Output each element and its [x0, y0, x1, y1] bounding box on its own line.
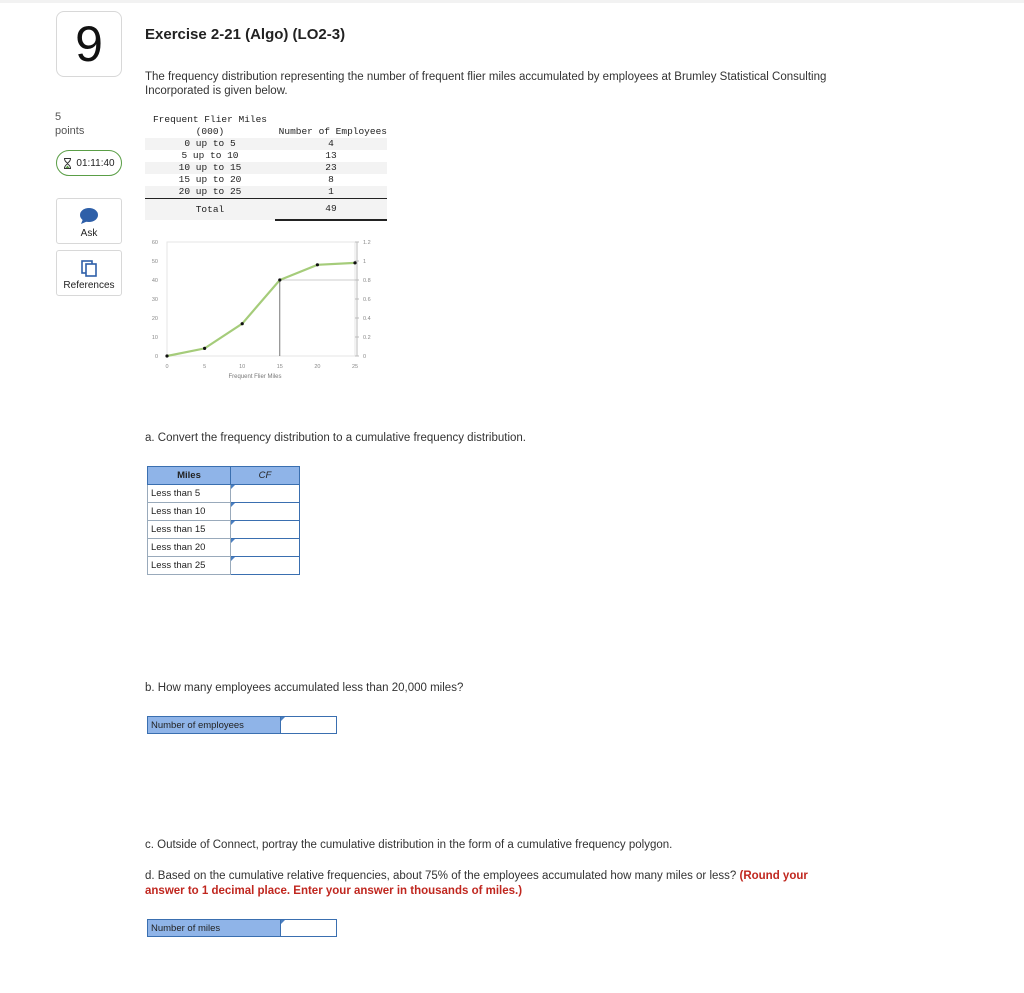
freq-range: 15 up to 20: [178, 174, 242, 185]
y-left-tick-label: 40: [151, 278, 158, 284]
plot-frame: [167, 242, 355, 356]
cf-row: [148, 485, 300, 503]
x-tick-label: 10: [239, 364, 246, 370]
input-flag-icon: [231, 485, 235, 489]
input-flag-icon: [231, 539, 235, 543]
data-point: [316, 263, 319, 266]
cf-input-less-than-10[interactable]: [231, 503, 299, 520]
y-left-tick-label: 50: [151, 259, 158, 265]
y-right-tick-label: 1: [363, 259, 367, 265]
y-left-tick-label: 20: [151, 316, 158, 322]
input-flag-icon: [281, 920, 285, 924]
cf-input-less-than-25[interactable]: [231, 557, 299, 574]
references-label: References: [63, 280, 115, 291]
cf-row-label: Less than 25: [148, 557, 231, 575]
data-point: [241, 322, 244, 325]
y-right-tick-label: 1.2: [363, 240, 371, 246]
y-left-tick-label: 0: [154, 354, 158, 360]
chat-bubble-icon: [79, 207, 99, 225]
data-point: [353, 261, 356, 264]
y-right-tick-label: 0.2: [363, 335, 371, 341]
freq-count: 1: [275, 186, 387, 199]
cf-input-less-than-15[interactable]: [231, 521, 299, 538]
number-of-employees-label: Number of employees: [147, 716, 281, 734]
freq-row: [145, 186, 387, 199]
y-right-tick-label: 0: [363, 354, 367, 360]
freq-total-label: Total: [195, 203, 225, 215]
data-point: [278, 278, 281, 281]
part-d-instruction-b: answer to 1 decimal place. Enter your answer in thousands of miles.): [145, 885, 523, 897]
x-tick-label: 15: [276, 364, 283, 370]
intro-line-2: Incorporated is given below.: [145, 85, 288, 97]
points-label: points: [55, 125, 85, 137]
cf-input-cell: [231, 485, 300, 503]
number-of-miles-label: Number of miles: [147, 919, 281, 937]
freq-col1-subheader: (000): [195, 126, 225, 137]
part-c-text: c. Outside of Connect, portray the cumulative distribution in the form of a cumulative frequency polygon.: [145, 839, 673, 851]
cf-row: [148, 521, 300, 539]
cf-col2-header: CF: [231, 467, 300, 485]
cf-input-cell: [231, 557, 300, 575]
cumulative-series-line: [167, 263, 355, 356]
question-number-text: 9: [75, 16, 103, 72]
cf-input-cell: [231, 521, 300, 539]
freq-range: 20 up to 25: [145, 186, 275, 199]
part-d-question: d. Based on the cumulative relative frequencies, about 75% of the employees accumulated how many miles or less?: [145, 870, 737, 882]
intro-line-1: The frequency distribution representing the number of frequent flier miles accumulated by employees at Brumley Statistical Consulting: [145, 71, 827, 83]
cf-row-label: Less than 20: [148, 539, 231, 557]
x-tick-label: 0: [165, 364, 169, 370]
question-number: [56, 11, 122, 77]
cf-row-label: Less than 10: [148, 503, 231, 521]
data-point: [203, 347, 206, 350]
answer-cell: [281, 716, 337, 734]
y-left-tick-label: 30: [151, 297, 158, 303]
x-tick-label: 20: [314, 364, 321, 370]
cf-col1-header: Miles: [148, 467, 231, 485]
cf-row: [148, 557, 300, 575]
x-tick-label: 25: [351, 364, 359, 370]
y-right-tick-label: 0.6: [363, 297, 371, 303]
y-right-tick-label: 0.4: [363, 316, 371, 322]
y-right-tick-label: 0.8: [363, 278, 371, 284]
freq-row: [145, 150, 387, 162]
references-button[interactable]: [56, 250, 122, 296]
cumulative-frequency-chart: [145, 232, 385, 382]
frequency-table: [145, 114, 387, 221]
cf-input-less-than-20[interactable]: [231, 539, 299, 556]
x-tick-label: 5: [203, 364, 207, 370]
y-left-tick-label: 60: [151, 240, 158, 246]
x-axis-label: Frequent Flier Miles: [228, 374, 282, 380]
cf-row: [148, 539, 300, 557]
freq-row: [145, 162, 387, 174]
timer-value: 01:11:40: [76, 157, 115, 169]
freq-range: 0 up to 5: [184, 138, 236, 149]
part-d-text: [145, 869, 905, 899]
cf-input-less-than-5[interactable]: [231, 485, 299, 502]
y-left-tick-label: 10: [151, 335, 158, 341]
data-point: [165, 354, 168, 357]
hourglass-icon: [63, 158, 72, 169]
cf-input-cell: [231, 539, 300, 557]
ask-button[interactable]: [56, 198, 122, 244]
input-flag-icon: [231, 521, 235, 525]
exercise-intro: [145, 70, 925, 98]
freq-range: 10 up to 15: [178, 162, 242, 173]
cf-row-label: Less than 5: [148, 485, 231, 503]
top-divider: [0, 0, 1024, 3]
cumulative-frequency-table: [147, 466, 300, 575]
points-value: 5: [55, 111, 62, 123]
input-flag-icon: [231, 557, 235, 561]
freq-count: 8: [328, 174, 334, 185]
freq-col1-header: Frequent Flier Miles: [152, 114, 268, 125]
part-b-text: b. How many employees accumulated less than 20,000 miles?: [145, 682, 464, 694]
cf-row: [148, 503, 300, 521]
freq-count: 13: [325, 150, 337, 161]
freq-range: 5 up to 10: [181, 150, 239, 161]
freq-total-value: 49: [275, 199, 387, 221]
freq-count: 4: [328, 138, 334, 149]
exercise-title: Exercise 2-21 (Algo) (LO2-3): [145, 26, 346, 43]
number-of-employees-row: [147, 716, 337, 734]
freq-col2-header: Number of Employees: [278, 126, 387, 137]
timer[interactable]: [56, 150, 122, 176]
freq-count: 23: [325, 162, 337, 173]
number-of-miles-input[interactable]: [281, 921, 336, 937]
part-d-instruction-a: (Round your: [739, 870, 808, 882]
freq-row: [145, 138, 387, 150]
part-a-text: a. Convert the frequency distribution to a cumulative frequency distribution.: [145, 432, 526, 444]
answer-cell: [281, 919, 337, 937]
references-icon: [80, 259, 98, 277]
input-flag-icon: [231, 503, 235, 507]
number-of-miles-row: [147, 919, 337, 937]
ask-label: Ask: [80, 228, 98, 239]
freq-total-row: [145, 199, 387, 221]
cf-row-label: Less than 15: [148, 521, 231, 539]
freq-row: [145, 174, 387, 186]
number-of-employees-input[interactable]: [281, 718, 336, 734]
input-flag-icon: [281, 717, 285, 721]
cf-input-cell: [231, 503, 300, 521]
